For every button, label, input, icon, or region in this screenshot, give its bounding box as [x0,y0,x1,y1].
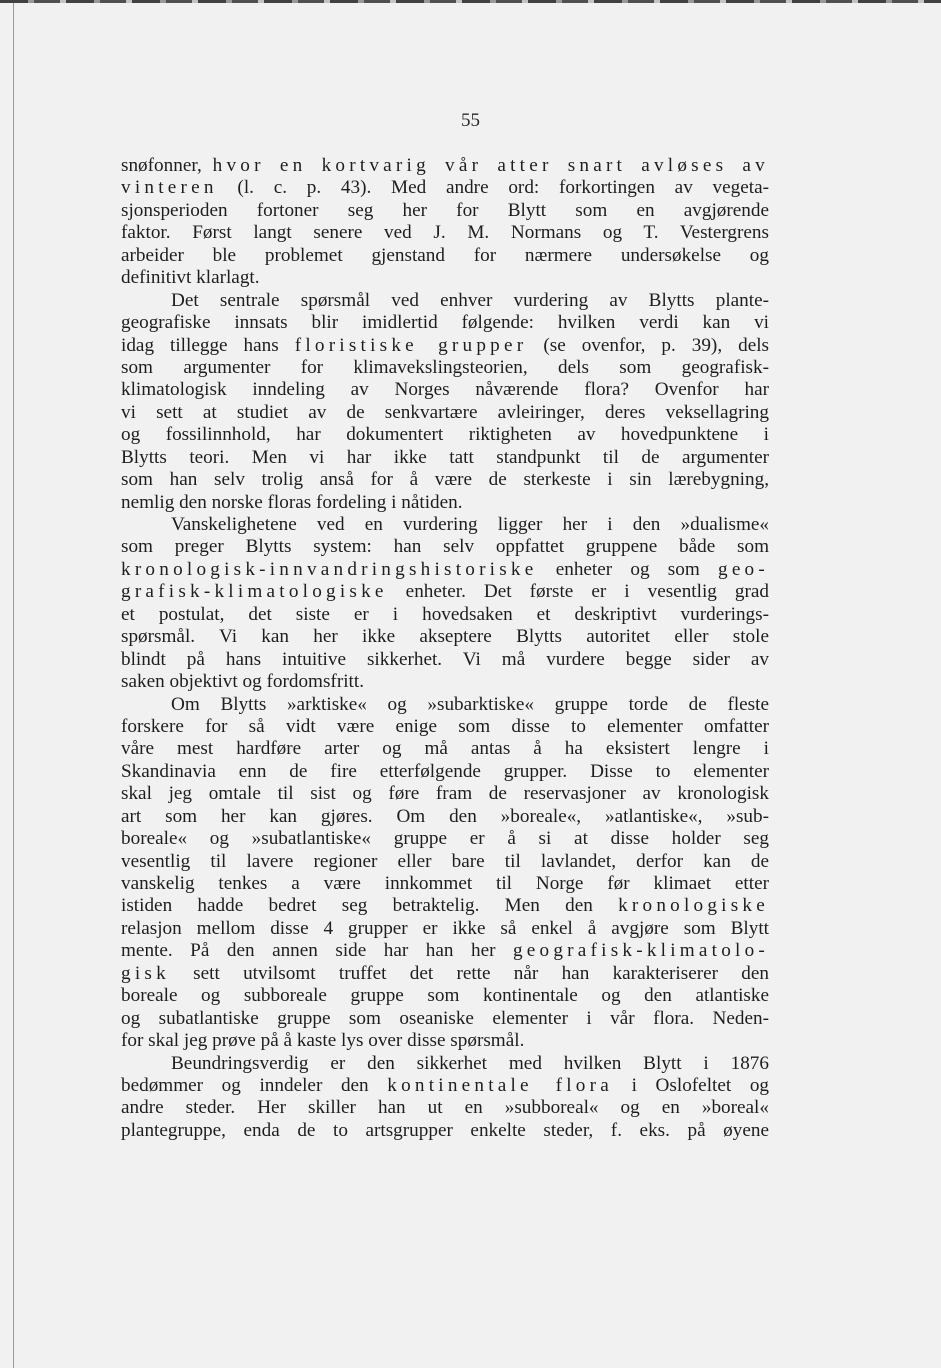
text-line [121,738,769,760]
text-line [121,761,769,783]
text-run: (l. c. p. 43). Med andre ord: forkortingen av vegeta- [217,177,769,199]
spaced-emphasis: geo- [718,558,769,580]
text-line [121,985,769,1007]
text-line [121,1120,769,1142]
text-line [121,963,769,985]
text-line [121,222,769,244]
spaced-emphasis: grafisk-klimatologiske [121,581,388,603]
text-line [121,514,769,536]
text-line [121,783,769,805]
text-line [121,940,769,962]
text-line [121,267,769,289]
text-run: og fossilinnhold, har dokumentert riktigheten av hovedpunktene i [121,424,769,446]
text-line [121,671,769,693]
scan-binding-edge [13,3,14,1368]
text-run: sjonsperioden fortoner seg her for Blytt som en avgjørende [121,199,769,221]
text-line [121,492,769,514]
text-line [121,177,769,199]
text-run: vanskelig tenkes a være innkommet til Norge før klimaet etter [121,873,769,894]
text-line [121,200,769,222]
paragraph [121,290,769,514]
page-number: 55 [461,110,480,131]
text-run: som argumenter for klimavekslingsteorien, dels som geografisk- [121,356,769,378]
text-line [121,402,769,424]
text-run: vi sett at studiet av de senkvartære avleiringer, deres veksellagring [121,401,769,423]
text-run: blindt på hans intuitive sikkerhet. Vi må vurdere begge sider av [121,648,769,670]
text-line [121,694,769,716]
text-line [121,873,769,895]
text-line [121,1097,769,1119]
text-line [121,424,769,446]
spaced-emphasis: hvor en kortvarig vår atter snart avløses av [212,155,769,176]
text-line [121,604,769,626]
text-run: art som her kan gjøres. Om den »boreale«, »atlantiske«, »sub- [121,805,769,827]
text-run: (se ovenfor, p. 39), dels [527,334,770,356]
text-run: istiden hadde bedret seg betraktelig. Men den [121,895,619,917]
text-line [121,357,769,379]
text-line [121,447,769,469]
text-run: Blytts teori. Men vi har ikke tatt standpunkt til de argumenter [121,446,769,468]
scan-top-edge [0,0,941,3]
text-line [121,626,769,648]
paragraph [121,155,769,290]
paragraph [121,1053,769,1143]
text-line [121,312,769,334]
text-line [121,379,769,401]
text-run: andre steder. Her skiller han ut en »subboreal« og en »boreal« [121,1097,769,1119]
text-line [121,335,769,357]
text-run: Skandinavia enn de fire etterfølgende grupper. Disse to elementer [121,760,769,782]
text-run: vesentlig til lavere regioner eller bare til lavlandet, derfor kan de [121,850,769,872]
text-line [121,828,769,850]
text-line [121,1053,769,1075]
spaced-emphasis: kronologiske [618,895,769,917]
paragraph [121,694,769,1053]
text-run: som preger Blytts system: han selv oppfattet gruppene både som [121,536,769,558]
text-run: som han selv trolig anså for å være de sterkeste i sin lærebygning, [121,469,769,491]
spaced-emphasis: gisk [121,962,170,984]
text-run: våre mest hardføre arter og må antas å ha eksistert lengre i [121,738,769,760]
text-run: Det sentrale spørsmål ved enhver vurdering av Blytts plante- [171,289,769,311]
spaced-emphasis: floristiske grupper [294,334,528,356]
text-run: boreale« og »subatlantiske« gruppe er å si at disse holder seg [121,828,769,850]
text-run: definitivt klarlagt. [121,267,260,289]
text-run: mente. På den annen side har han her [121,940,513,962]
spaced-emphasis: geografisk-klimatolo- [512,940,769,962]
body-text [121,155,769,1142]
text-run: og subatlantiske gruppe som oseaniske elementer i vår flora. Neden- [121,1007,769,1029]
text-run: skal jeg omtale til sist og føre fram de reservasjoner av kronologisk [121,783,769,805]
text-run: snøfonner, [121,155,213,176]
text-run: forskere for så vidt være enige som disse to elementer omfatter [121,715,769,737]
text-line [121,581,769,603]
text-run: faktor. Først langt senere ved J. M. Normans og T. Vestergrens [121,222,769,244]
text-run: enheter og som [537,558,718,580]
text-run: arbeider ble problemet gjenstand for nærmere undersøkelse og [121,244,769,266]
text-line [121,290,769,312]
text-run: relasjon mellom disse 4 grupper er ikke så enkel å avgjøre som Blytt [121,917,769,939]
text-run: for skal jeg prøve på å kaste lys over disse spørsmål. [121,1030,525,1052]
text-run: i Oslofeltet og [612,1074,770,1096]
text-run: Om Blytts »arktiske« og »subarktiske« gruppe torde de fleste [171,693,769,715]
text-run: Beundringsverdig er den sikkerhet med hvilken Blytt i 1876 [171,1052,769,1074]
text-run: geografiske innsats blir imidlertid følgende: hvilken verdi kan vi [121,312,769,334]
text-run: idag tillegge hans [121,334,295,356]
text-line [121,806,769,828]
text-run: Vanskelighetene ved en vurdering ligger her i den »dualisme« [171,514,769,535]
text-line [121,469,769,491]
text-run: boreale og subboreale gruppe som kontinentale og den atlantiske [121,985,769,1007]
text-line [121,649,769,671]
spaced-emphasis: kronologisk-innvandringshistoriske [121,558,538,580]
spaced-emphasis: vinteren [121,177,218,199]
text-line [121,716,769,738]
paragraph [121,514,769,694]
text-line [121,536,769,558]
text-run: klimatologisk inndeling av Norges nåværende flora? Ovenfor har [121,379,769,401]
text-run: plantegruppe, enda de to artsgrupper enkelte steder, f. eks. på øyene [121,1119,769,1141]
text-run: spørsmål. Vi kan her ikke akseptere Blytts autoritet eller stole [121,626,769,648]
text-line [121,895,769,917]
text-run: nemlig den norske floras fordeling i nåtiden. [121,491,463,513]
text-line [121,245,769,267]
text-line [121,851,769,873]
text-run: enheter. Det første er i vesentlig grad [387,581,769,603]
text-run: bedømmer og inndeler den [121,1074,388,1096]
text-line [121,1030,769,1052]
text-line [121,155,769,177]
text-line [121,918,769,940]
text-line [121,559,769,581]
text-run: et postulat, det siste er i hovedsaken et deskriptivt vurderings- [121,603,769,625]
text-run: saken objektivt og fordomsfritt. [121,671,365,693]
spaced-emphasis: kontinentale flora [387,1074,613,1096]
text-run: sett utvilsomt truffet det rette når han karakteriserer den [169,962,769,984]
text-line [121,1075,769,1097]
text-line [121,1008,769,1030]
